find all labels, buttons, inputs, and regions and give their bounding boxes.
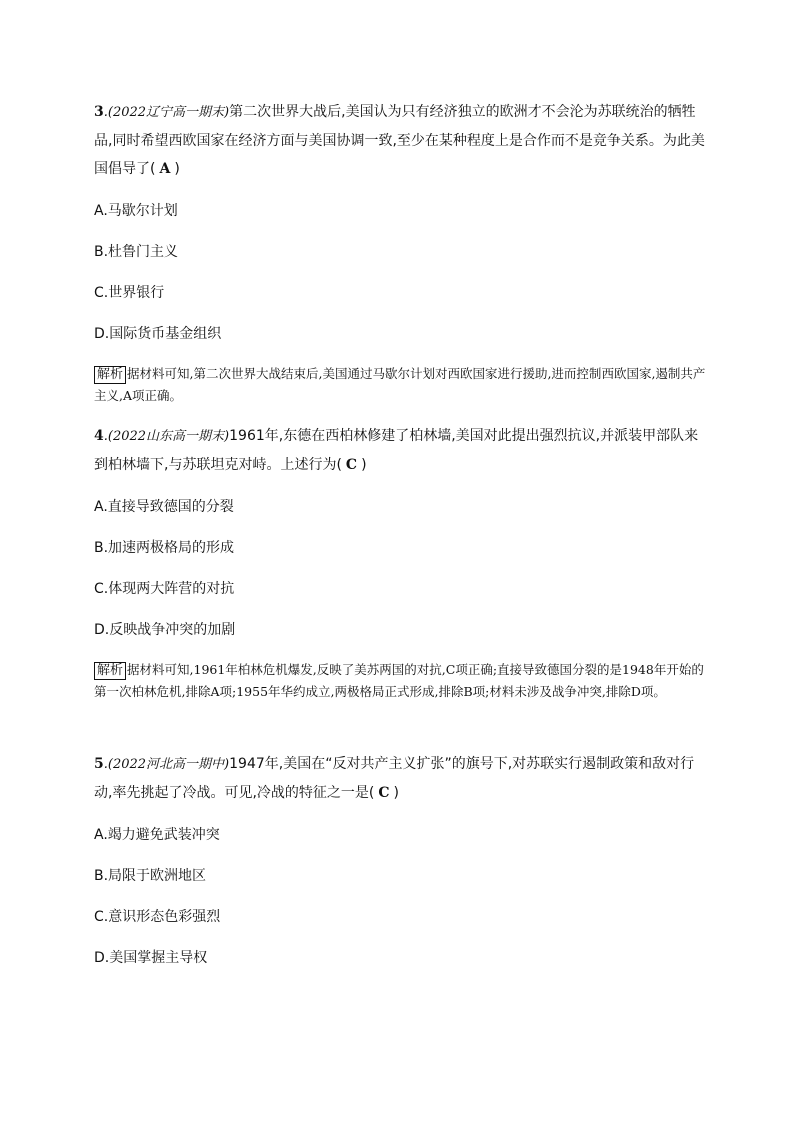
explanation-text: 据材料可知,第二次世界大战结束后,美国通过马歇尔计划对西欧国家进行援助,进而控制西欧国家,遏制共产主义,A项正确。 <box>94 366 706 403</box>
option-c: C.世界银行 <box>94 285 165 301</box>
question-text: 1961年,东德在西柏林修建了柏林墙,美国对此提出强烈抗议,并派装甲部队来到柏林墙下,与苏联坦克对峙。上述行为( <box>94 428 699 473</box>
question-3 <box>94 98 708 407</box>
option-b: B.加速两极格局的形成 <box>94 540 235 556</box>
question-4-stem: 4.(2022山东高一期末)1961年,东德在西柏林修建了柏林墙,美国对此提出强烈抗议,并派装甲部队来到柏林墙下,与苏联坦克对峙。上述行为( C ) <box>94 428 699 473</box>
answer-letter: A <box>159 161 171 177</box>
option-c: C.意识形态色彩强烈 <box>94 909 221 925</box>
option-d: D.国际货币基金组织 <box>94 326 222 342</box>
option-b: B.杜鲁门主义 <box>94 244 179 260</box>
explanation <box>94 659 708 703</box>
question-source: .(2022河北高一期中) <box>103 757 230 772</box>
option-d: D.反映战争冲突的加剧 <box>94 622 236 638</box>
option-d: D.美国掌握主导权 <box>94 950 208 966</box>
question-number: 4 <box>94 428 104 444</box>
question-number: 3 <box>94 104 104 120</box>
option-c: C.体现两大阵营的对抗 <box>94 581 235 597</box>
option-a: A.直接导致德国的分裂 <box>94 499 234 515</box>
question-number: 5 <box>94 756 104 772</box>
question-source: .(2022山东高一期末) <box>103 429 230 444</box>
question-5-stem: 5.(2022河北高一期中)1947年,美国在“反对共产主义扩张”的旗号下,对苏联实行遏制政策和敌对行动,率先挑起了冷战。可见,冷战的特征之一是( C ) <box>94 756 695 801</box>
question-text: 第二次世界大战后,美国认为只有经济独立的欧洲才不会沦为苏联统治的牺牲品,同时希望西欧国家在经济方面与美国协调一致,至少在某种程度上是合作而不是竞争关系。为此美国倡导了( <box>94 104 705 177</box>
answer-letter: C <box>345 457 358 473</box>
question-5 <box>94 750 708 979</box>
question-source: .(2022辽宁高一期末) <box>103 105 230 120</box>
answer-letter: C <box>378 785 390 801</box>
explanation-tag: 解析 <box>94 366 126 384</box>
explanation-tag: 解析 <box>94 662 126 680</box>
question-text: 1947年,美国在“反对共产主义扩张”的旗号下,对苏联实行遏制政策和敌对行动,率先挑起了冷战。可见,冷战的特征之一是( <box>94 756 695 801</box>
option-a: A.马歇尔计划 <box>94 203 178 219</box>
explanation <box>94 363 708 407</box>
explanation-text: 据材料可知,1961年柏林危机爆发,反映了美苏两国的对抗,C项正确;直接导致德国分裂的是1948年开始的第一次柏林危机,排除A项;1955年华约成立,两极格局正式形成,排除B项;材料未涉及战争冲突,排除D项。 <box>94 662 704 699</box>
question-3-stem: 3.(2022辽宁高一期末)第二次世界大战后,美国认为只有经济独立的欧洲才不会沦为苏联统治的牺牲品,同时希望西欧国家在经济方面与美国协调一致,至少在某种程度上是合作而不是竞争关系。为此美国倡导了( A ) <box>94 104 705 177</box>
option-a: A.竭力避免武装冲突 <box>94 827 220 843</box>
option-b: B.局限于欧洲地区 <box>94 868 207 884</box>
question-4 <box>94 422 708 703</box>
